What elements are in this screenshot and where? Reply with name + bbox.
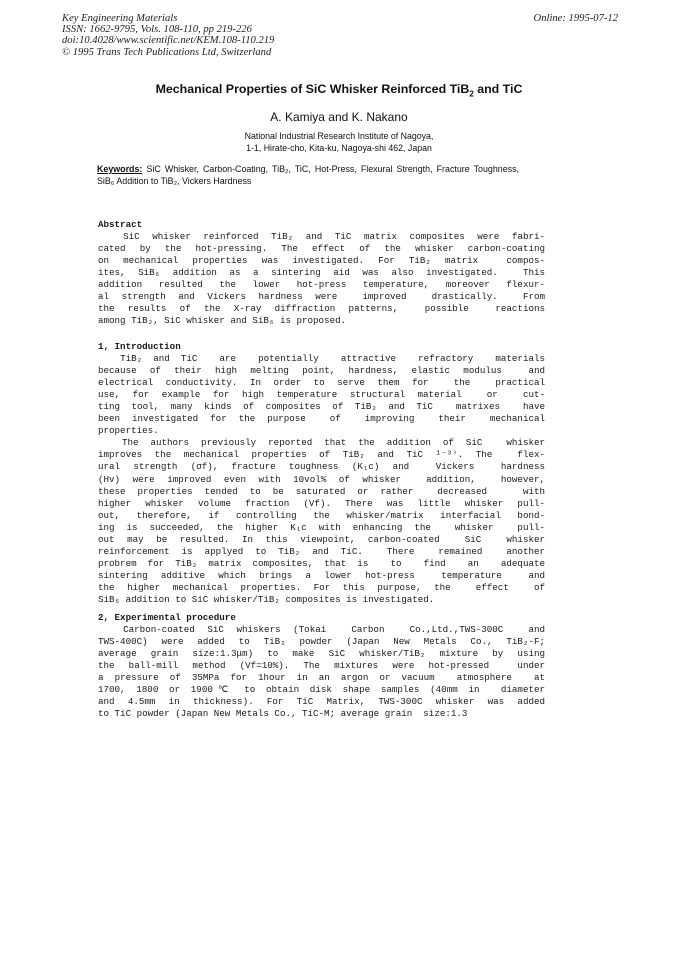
authors: A. Kamiya and K. Nakano <box>270 110 408 124</box>
text-line: SiB₆ addition to SiC whisker/TiB₂ composites is investigated. <box>98 593 435 605</box>
text-line: ites, SiB₆ addition as a sintering aid was also investigated. This <box>98 267 545 279</box>
text-line: the ball-mill method (Vf=10%). The mixtures were hot-pressed under <box>98 660 545 672</box>
doi-line: doi:10.4028/www.scientific.net/KEM.108-110.219 <box>62 35 275 47</box>
text-line: on mechanical properties was investigated. For TiB₂ matrix compos- <box>98 255 545 267</box>
section-heading: 2, Experimental procedure <box>98 612 236 623</box>
text-line: The authors previously reported that the addition of SiC whisker <box>98 437 545 449</box>
section-heading: 1, Introduction <box>98 341 181 352</box>
text-line: because of their high melting point, hardness, elastic modulus and <box>98 365 545 377</box>
text-line: and 4.5mm in thickness). For TiC Matrix, TWS-300C whisker was added <box>98 696 545 708</box>
text-line: TiB₂ and TiC are potentially attractive refractory materials <box>98 353 545 365</box>
keywords-label: Keywords: <box>97 164 143 174</box>
text-line: the higher mechanical properties. For this purpose, the effect of <box>98 581 545 593</box>
online-date: Online: 1995-07-12 <box>533 13 618 24</box>
text-line: cated by the hot-pressing. The effect of the whisker carbon-coating <box>98 243 545 255</box>
introduction-body <box>98 353 545 606</box>
text-line: these properties tended to be saturated or rather decreased with <box>98 485 545 497</box>
experimental-section <box>98 612 545 720</box>
affiliation-line: National Industrial Research Institute of Nagoya, <box>244 131 434 141</box>
text-line: a pressure of 35MPa for 1hour in an argon or vacuum atmosphere at <box>98 672 545 684</box>
text-line: among TiB₂, SiC whisker and SiB₆ is proposed. <box>98 315 347 327</box>
experimental-body <box>98 624 545 720</box>
text-line: electrical conductivity. In order to serve them for the practical <box>98 377 545 389</box>
text-line: ural strength (σf), fracture toughness (K₁c) and Vickers hardness <box>98 461 545 473</box>
copyright-line: © 1995 Trans Tech Publications Ltd, Switzerland <box>62 46 272 58</box>
issn-line: ISSN: 1662-9795, Vols. 108-110, pp 219-226 <box>62 24 252 36</box>
text-line: TWS-400C) were added to TiB₂ powder (Japan New Metals Co., TiB₂-F; <box>98 636 545 648</box>
affiliation-line: 1-1, Hirate-cho, Kita-ku, Nagoya-shi 462, Japan <box>246 143 432 153</box>
title-text: Mechanical Properties of SiC Whisker Reinforced TiB <box>155 82 470 96</box>
text-line: improves the mechanical properties of TiB₂ and TiC ¹⁻³⁾. The flex- <box>98 449 545 461</box>
abstract-section <box>98 219 545 327</box>
text-line: average grain size:1.3μm) to make SiC whisker/TiB₂ mixture by using <box>98 648 545 660</box>
text-line: out, therefore, if controlling the whisker/matrix interfacial bond- <box>98 509 545 521</box>
paper-title <box>0 82 678 98</box>
text-line: been investigated for the purpose of improving their mechanical <box>98 413 545 425</box>
text-line: addition resulted the lower hot-press temperature, moreover flexur- <box>98 279 545 291</box>
section-heading: Abstract <box>98 219 143 230</box>
abstract-body <box>98 231 545 327</box>
text-line: SiC whisker reinforced TiB₂ and TiC matrix composites were fabri- <box>98 231 545 243</box>
text-line: the results of the X-ray diffraction patterns, possible reactions <box>98 303 545 315</box>
text-line: 1700, 1800 or 1900℃ to obtain disk shape samples (40mm in diameter <box>98 684 545 696</box>
text-line: probrem for TiB₂ matrix composites, that is to find an adequate <box>98 557 545 569</box>
text-line: use, for example for high temperature structural material or cut- <box>98 389 545 401</box>
keywords <box>97 164 519 187</box>
text-line: Carbon-coated SiC whiskers (Tokai Carbon Co.,Ltd.,TWS-300C and <box>98 624 545 636</box>
journal-header <box>62 13 618 58</box>
text-line: (Hv) were improved even with 10vol% of whisker addition, however, <box>98 473 545 485</box>
text-line: reinforcement is applyed to TiB₂ and TiC. There remained another <box>98 545 545 557</box>
affiliation <box>0 130 678 154</box>
text-line: ting tool, many kinds of composites of TiB₂ and TiC matrixes have <box>98 401 545 413</box>
keywords-text: SiC Whisker, Carbon-Coating, TiB₂, TiC, Hot-Press, Flexural Strength, Fracture Toughness, SiB₆ Addition to TiB₂, Vickers Hardness <box>97 164 519 186</box>
title-text-suffix: and TiC <box>473 82 523 96</box>
text-line: higher whisker volume fraction (Vf). There was little whisker pull- <box>98 497 545 509</box>
introduction-section <box>98 341 545 606</box>
title-subscript: 2 <box>469 89 474 99</box>
journal-name: Key Engineering Materials <box>62 13 178 24</box>
text-line: properties. <box>98 425 159 437</box>
text-line: ing is succeeded, the higher K₁c with enhancing the whisker pull- <box>98 521 545 533</box>
text-line: to TiC powder (Japan New Metals Co., TiC-M; average grain size:1.3 <box>98 708 468 720</box>
text-line: al strength and Vickers hardness were improved drastically. From <box>98 291 545 303</box>
text-line: out may be resulted. In this viewpoint, carbon-coated SiC whisker <box>98 533 545 545</box>
text-line: sintering additive which brings a lower hot-press temperature and <box>98 569 545 581</box>
